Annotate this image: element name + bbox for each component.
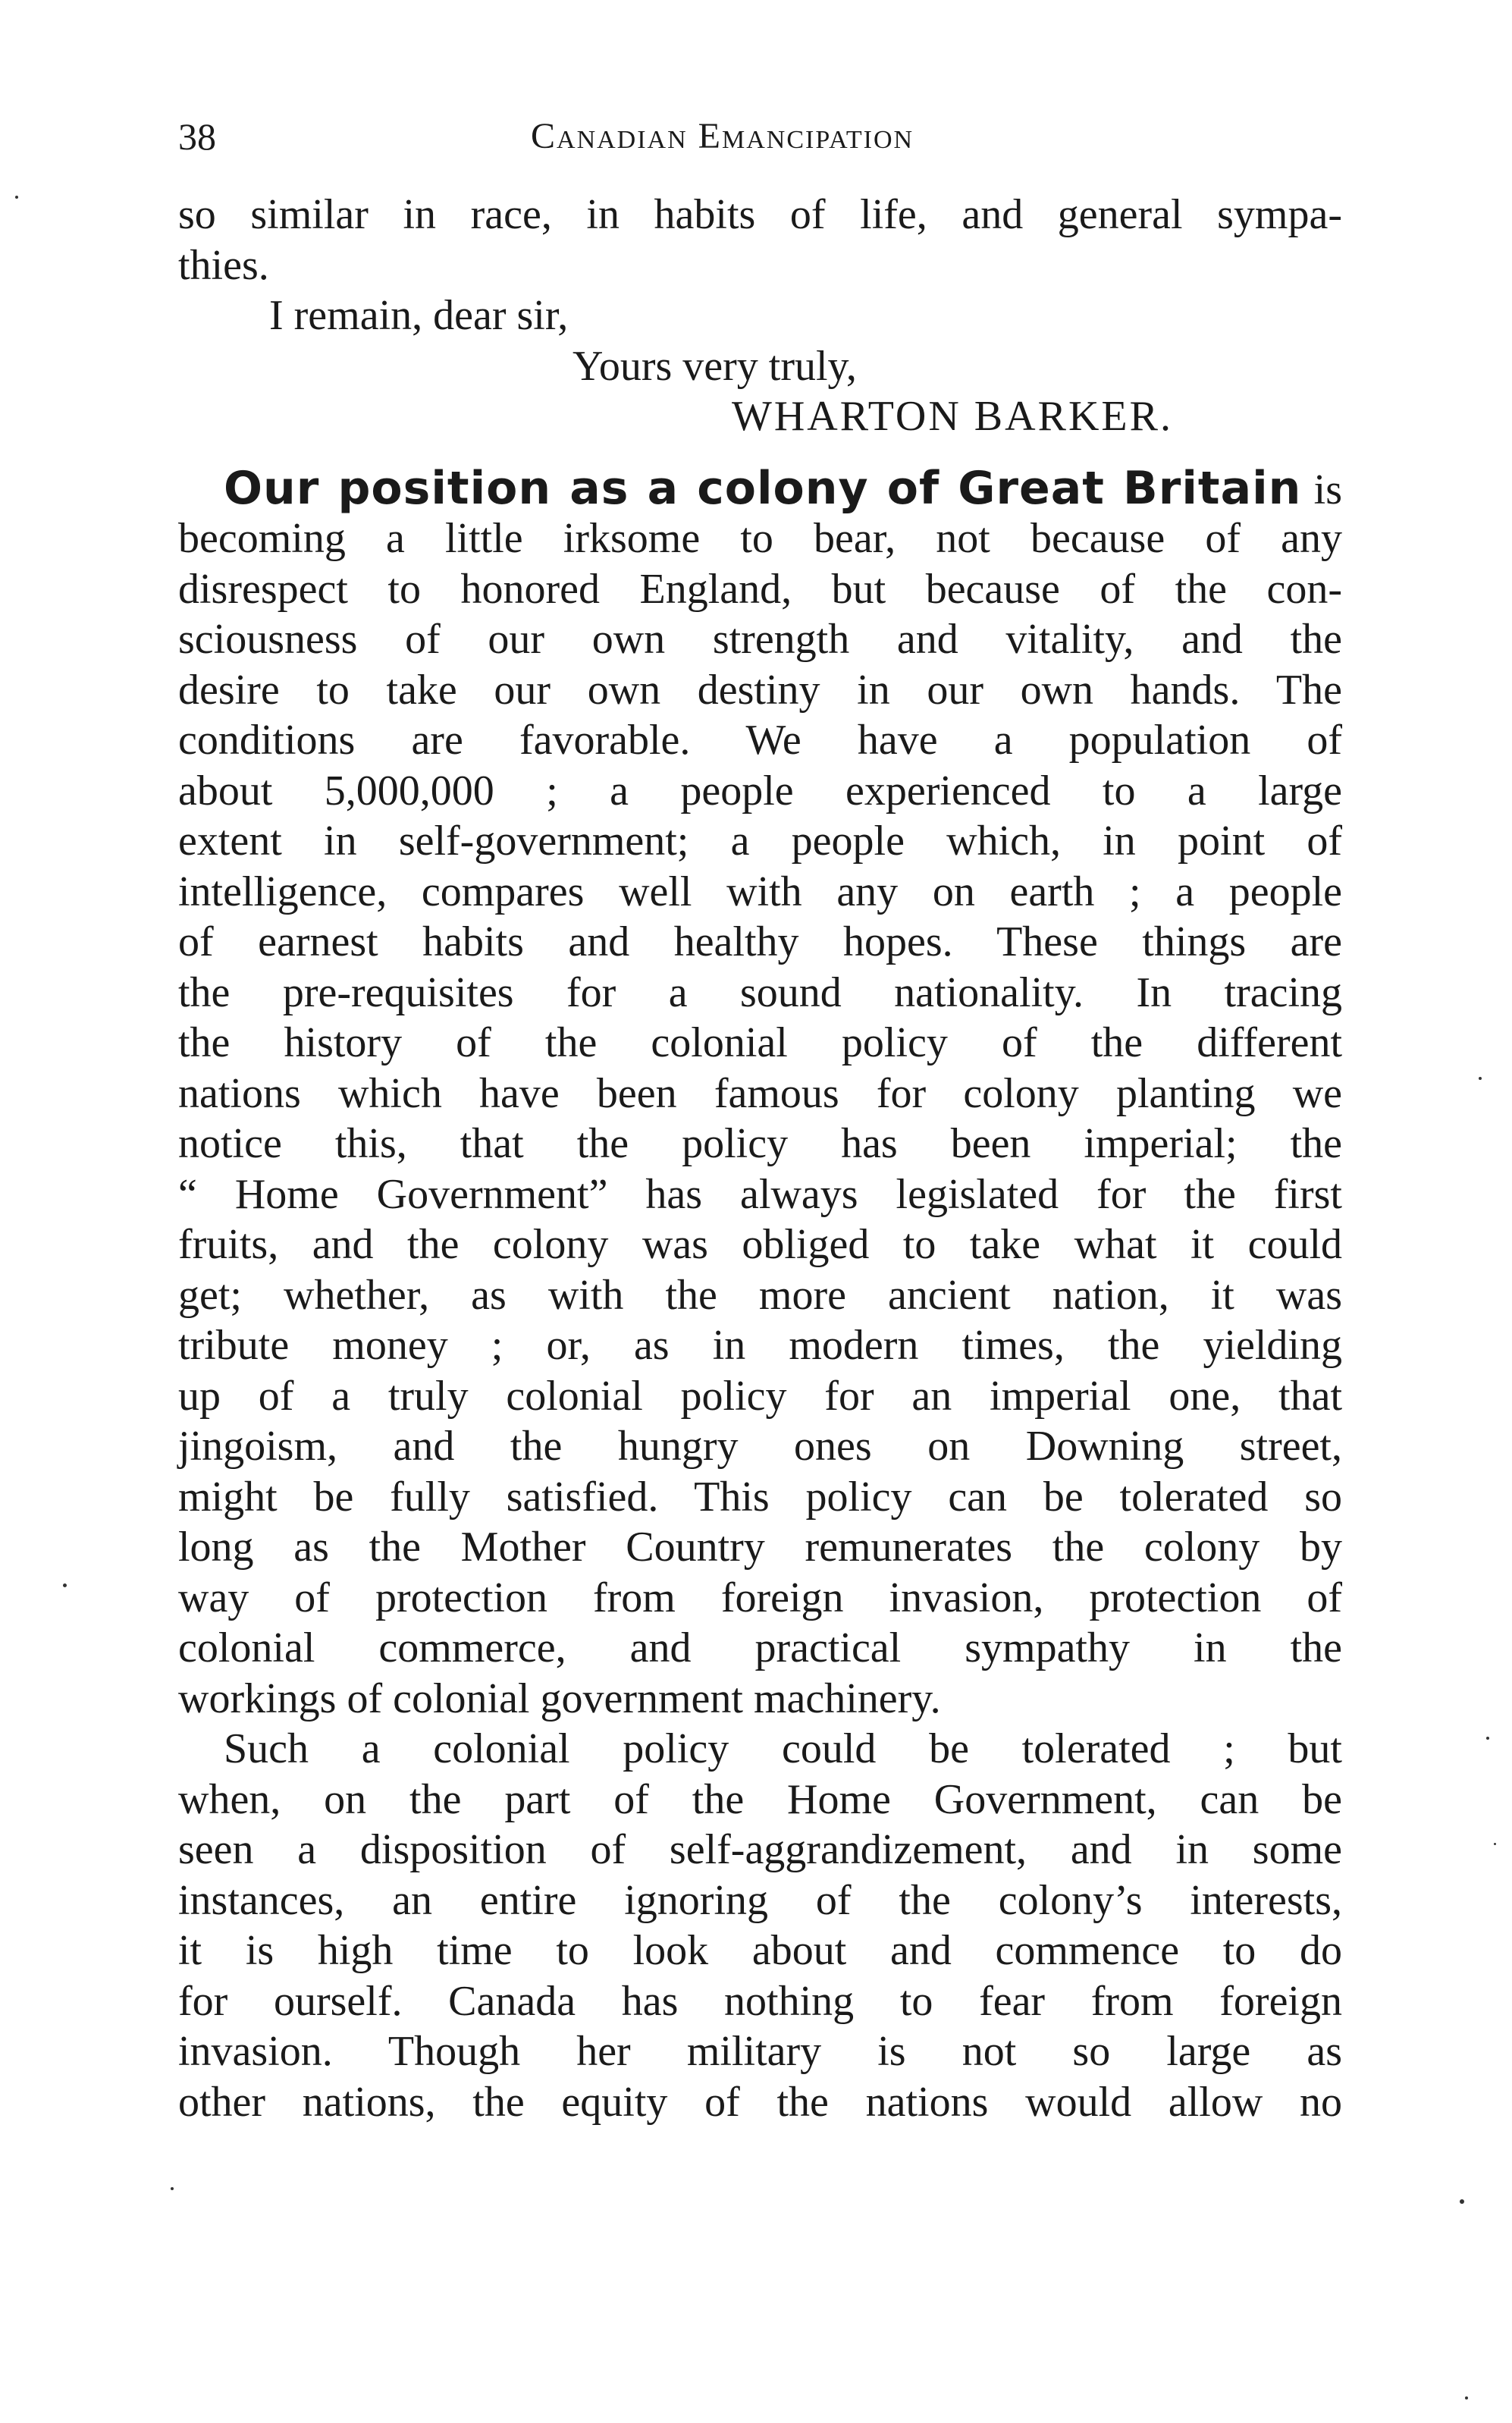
text-line: so similar in race, in habits of life, and general sympa-: [178, 191, 1342, 238]
text-line: the pre-requisites for a sound nationality. In tracing: [178, 968, 1342, 1016]
running-head: Canadian Emancipation: [531, 116, 914, 156]
dust-speck: [63, 1583, 67, 1587]
text-line: way of protection from foreign invasion, protection of: [178, 1574, 1342, 1621]
text-line: workings of colonial government machinery.: [178, 1674, 941, 1722]
letter-closing: Yours very truly,: [572, 342, 857, 390]
text-line: fruits, and the colony was obliged to take what it could: [178, 1221, 1342, 1268]
paragraph: [178, 1724, 1342, 2127]
dust-speck: [1465, 2396, 1468, 2399]
text-line: get; whether, as with the more ancient nation, it was: [178, 1271, 1342, 1319]
text-line: might be fully satisfied. This policy can be tolerated so: [178, 1473, 1342, 1521]
text-line: becoming a little irksome to bear, not because of any: [178, 515, 1342, 562]
text-line: desire to take our own destiny in our own hands. The: [178, 666, 1342, 714]
text-line: of earnest habits and healthy hopes. These things are: [178, 918, 1342, 965]
lead-in-tail: is: [1313, 466, 1343, 513]
text-line: seen a disposition of self-aggrandizement, and in some: [178, 1826, 1342, 1873]
paragraph: [178, 463, 1342, 1725]
paragraph-first-line: [178, 463, 1342, 514]
text-line: long as the Mother Country remunerates the colony by: [178, 1524, 1342, 1571]
text-line: extent in self-government; a people which, in point of: [178, 818, 1342, 865]
text-line: nations which have been famous for colony planting we: [178, 1069, 1342, 1117]
dust-speck: [1494, 1843, 1496, 1845]
text-line: conditions are favorable. We have a population of: [178, 717, 1342, 764]
text-line: it is high time to look about and commence to do: [178, 1927, 1342, 1974]
text-line: for ourself. Canada has nothing to fear from foreign: [178, 1977, 1342, 2025]
text-line: notice this, that the policy has been imperial; the: [178, 1120, 1342, 1167]
text-line: colonial commerce, and practical sympathy in the: [178, 1624, 1342, 1671]
letter-ending: [178, 190, 1342, 442]
dust-speck: [1479, 1077, 1482, 1080]
text-line: other nations, the equity of the nations would allow no: [178, 2078, 1342, 2126]
text-line: sciousness of our own strength and vitality, and the: [178, 616, 1342, 663]
page-number: 38: [178, 115, 216, 158]
text-line: thies.: [178, 241, 269, 289]
letter-signature: WHARTON BARKER.: [732, 393, 1173, 440]
text-line: jingoism, and the hungry ones on Downing street,: [178, 1423, 1342, 1470]
paragraph-first-line: Such a colonial policy could be tolerated ; but: [224, 1725, 1342, 1772]
text-line: “ Home Government” has always legislated for the first: [178, 1170, 1342, 1218]
text-line: intelligence, compares well with any on earth ; a people: [178, 868, 1342, 915]
letter-salutation: I remain, dear sir,: [269, 292, 569, 339]
text-line: tribute money ; or, as in modern times, the yielding: [178, 1322, 1342, 1369]
text-line: up of a truly colonial policy for an imperial one, that: [178, 1372, 1342, 1420]
lead-in-heading: Our position as a colony of Great Britain: [224, 461, 1302, 515]
dust-speck: [1486, 1737, 1489, 1740]
text-line: when, on the part of the Home Government, can be: [178, 1775, 1342, 1823]
text-line: about 5,000,000 ; a people experienced to a large: [178, 767, 1342, 814]
dust-speck: [171, 2187, 174, 2190]
dust-speck: [1460, 2199, 1464, 2204]
body-text: [178, 190, 1342, 2127]
text-line: instances, an entire ignoring of the colony’s interests,: [178, 1876, 1342, 1924]
text-line: invasion. Though her military is not so large as: [178, 2028, 1342, 2075]
page-header: [178, 114, 1342, 167]
dust-speck: [15, 196, 18, 199]
text-line: disrespect to honored England, but because of the con-: [178, 565, 1342, 613]
text-line: the history of the colonial policy of the different: [178, 1019, 1342, 1066]
